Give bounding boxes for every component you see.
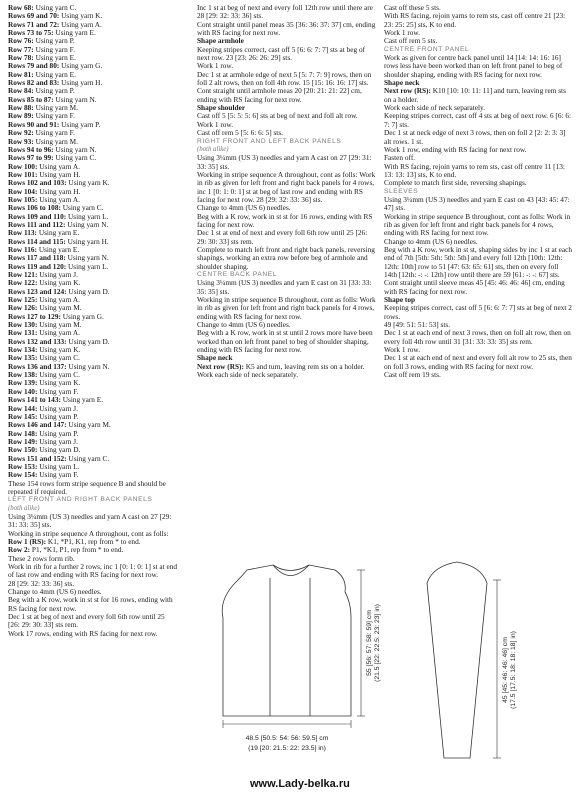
row-label: Rows 97 to 99:	[8, 153, 54, 163]
row-yarn: Using yarn P.	[61, 119, 101, 129]
row-yarn: Using yarn J.	[39, 270, 78, 279]
paragraph: Beg with a K row, work in st st, shaping sides by inc 1 st at each end of 7th [5th: 5th: 5th: 5th] and every foll 12th [10th: 12th: 12th: 10th] row to 51 [47: 63: 65: 61] sts, then on every foll 14th [12th: -: -: 12th] row until there are 59 [61: -: -: 67] sts.	[384, 244, 573, 279]
subheading-shape-top: Shape top	[384, 295, 416, 305]
row-label: Row 77:	[8, 44, 34, 54]
paragraph: Inc 1 st at beg of next and every foll 12th row until there are 28 [29: 32: 33: 36] sts.	[197, 3, 373, 21]
row-label: Rows 94 to 96:	[8, 144, 54, 154]
row-label: Row 154:	[8, 470, 38, 480]
row-yarn: Using yarn M.	[39, 320, 82, 330]
row-label: Row 131:	[8, 328, 38, 338]
row-label: Row 121:	[8, 270, 38, 279]
paragraph: Using 3¼mm (US 3) needles and yarn E cast on 31 [33: 33: 35: 35] sts.	[197, 278, 372, 296]
row-yarn: Using yarn F.	[39, 470, 79, 480]
row-yarn: Using yarn E.	[35, 53, 76, 63]
subheading-shape-neck: Shape neck	[384, 78, 420, 88]
sleeve-length-label: 45 [45: 46: 46: 46] cm	[502, 637, 509, 703]
row-yarn: Using yarn M.	[68, 420, 111, 430]
row-yarn: Using yarn C.	[35, 3, 77, 12]
paragraph: Change to 4mm (US 6) needles.	[197, 320, 291, 330]
row-label: Row 135:	[8, 353, 38, 363]
paragraph: Dec 1 st at each end of next 3 rows, then on foll alt row, then on every foll 4th row until 31 [31: 33: 33: 35] sts rem.	[384, 328, 571, 346]
row-label: Rows 69 and 70:	[8, 11, 60, 21]
paragraph: Cast off rem 5 [5: 6: 6: 5] sts.	[197, 128, 284, 138]
section-heading-right-front: RIGHT FRONT AND LEFT BACK PANELS	[197, 137, 342, 145]
paragraph: Work 1 row.	[384, 28, 421, 38]
row-text: K1, *P1, K1, rep from * to end.	[46, 537, 141, 546]
section-heading-centre-back: CENTRE BACK PANEL	[197, 271, 278, 278]
row-yarn: Using yarn K.	[39, 278, 81, 288]
paragraph: Work 1 row, ending with RS facing for next row.	[384, 144, 527, 154]
row-text: P1, *K1, P1, rep from * to end.	[30, 545, 124, 555]
row-yarn: Using yarn A.	[61, 19, 102, 29]
row-yarn: Using yarn A.	[39, 194, 80, 204]
row-label: Next row (RS):	[197, 361, 244, 371]
row-label: Row 149:	[8, 436, 38, 446]
row-yarn: Using yarn C.	[39, 353, 80, 363]
row-yarn: Using yarn F.	[35, 128, 75, 138]
row-label: Rows 85 to 87:	[8, 94, 54, 104]
row-label: Rows 114 and 115:	[8, 236, 66, 246]
paragraph: Using 3¼mm (US 3) needles and yarn A cast on 27 [29: 31: 33: 35] sts.	[8, 511, 172, 530]
paragraph: Cast off rem 19 sts.	[384, 370, 441, 380]
row-yarn: Using yarn C.	[68, 453, 110, 463]
row-yarn: Using yarn H.	[61, 78, 103, 88]
row-label: Row 1 (RS):	[8, 537, 47, 546]
paragraph: Using 3¼mm (US 3) needles and yarn E cast on 43 [43: 45: 47: 47] sts.	[384, 194, 570, 213]
body-outline	[222, 565, 351, 716]
row-yarn: Using yarn L.	[68, 261, 109, 271]
row-label: Rows 109 and 110:	[8, 211, 67, 221]
row-label: Row 2:	[8, 545, 31, 555]
row-yarn: Using yarn E.	[35, 69, 76, 79]
paragraph: Working in stripe sequence A throughout, cont as folls:	[8, 528, 169, 538]
paragraph: Working in stripe sequence B throughout, cont as folls: Work in rib as given for left front and right back panels for 4 rows, ending with RS facing for next row.	[197, 295, 376, 321]
next-row	[384, 87, 572, 104]
paragraph: Complete to match left front and right back panels, reversing shapings, working an extra row before beg of armhole and shoulder shaping.	[197, 244, 375, 271]
row-label: Row 138:	[8, 370, 38, 380]
row-label: Row 122:	[8, 278, 38, 288]
row-label: Row 113:	[8, 228, 37, 238]
row-yarn: Using yarn E.	[55, 28, 96, 38]
paragraph: Cast off these 5 sts.	[384, 3, 441, 12]
row-label: Rows 119 and 120:	[8, 261, 67, 271]
row-label: Row 89:	[8, 111, 34, 121]
row-yarn: Using yarn K.	[39, 378, 81, 388]
sleeve-length-label-in: (17.5 [17.5: 18: 18: 18] in)	[510, 631, 517, 709]
column-middle	[197, 4, 377, 379]
garment-schematic	[195, 548, 573, 773]
paragraph: Change to 4mm (US 6) needles.	[8, 587, 102, 597]
row-label: Row 145:	[8, 411, 38, 421]
body-height-label-in: (21.5 [22: 22.5: 23: 23] in)	[374, 604, 381, 682]
row-yarn: Using yarn P.	[35, 36, 75, 46]
row-yarn: Using yarn H.	[39, 186, 81, 196]
paragraph: Keeping stripes correct, cast off 5 [6: 6: 7: 7] sts at beg of next row. 23 [23: 26: 26: 29] sts.	[197, 44, 366, 63]
row-label: Rows 123 and 124:	[8, 286, 67, 296]
row-yarn: Using yarn D.	[39, 445, 81, 455]
row-yarn: Using yarn A.	[39, 161, 80, 171]
paragraph: Work 1 row.	[384, 345, 421, 355]
row-label: Row 125:	[8, 295, 38, 305]
row-label: Rows 117 and 118:	[8, 253, 66, 263]
row-label: Row 140:	[8, 386, 38, 396]
row-yarn: Using yarn M.	[35, 103, 78, 113]
paragraph: 49 [49: 51: 51: 53] sts.	[384, 320, 451, 330]
row-yarn: Using yarn N.	[55, 144, 97, 154]
row-yarn: Using yarn P.	[39, 428, 79, 438]
website-footer[interactable]: www.Lady-belka.ru	[250, 778, 350, 790]
paragraph: 28 [29: 32: 33: 36] sts.	[8, 578, 75, 588]
paragraph: These 2 rows form rib.	[8, 553, 75, 563]
paragraph: Cont straight until sleeve meas 45 [45: 46: 46: 46] cm, ending with RS facing for next row.	[384, 278, 565, 296]
row-label: Rows 127 to 129:	[8, 311, 61, 321]
row-yarn: Using yarn A.	[39, 295, 80, 305]
row-yarn: Using yarn J.	[39, 403, 78, 413]
paragraph: Working in stripe sequence B throughout, cont as folls: Work in rib as given for left front and right back panels for 4 rows, ending with RS facing for next row.	[384, 211, 571, 238]
subheading-shape-neck: Shape neck	[197, 353, 233, 363]
row-yarn: Using yarn K.	[61, 11, 103, 21]
paragraph: Fasten off.	[384, 153, 416, 163]
row-yarn: Using yarn K.	[68, 178, 110, 188]
body-width-label-in: (19 [20: 21.5: 22: 23.5] in)	[248, 745, 326, 752]
row-label: Row 148:	[8, 428, 38, 438]
row-yarn: Using yarn L.	[39, 461, 80, 471]
row-yarn: Using yarn P.	[35, 86, 75, 96]
paragraph: Beg with a K row, work in st st until 2 rows more have been worked than on left front panel to beg of shoulder shaping, ending with RS facing for next row.	[197, 328, 373, 355]
rows-note: These 154 rows form stripe sequence B and should be repeated if required.	[8, 478, 166, 496]
row-yarn: Using yarn G.	[61, 61, 103, 71]
row-label: Rows 141 to 143:	[8, 395, 61, 405]
row-label: Row 88:	[8, 103, 34, 113]
row-label: Rows 132 and 133:	[8, 336, 67, 346]
row-label: Row 116:	[8, 244, 37, 254]
row-yarn: Using yarn N.	[55, 94, 97, 104]
row-yarn: Using yarn H.	[67, 236, 109, 246]
paragraph: Work each side of neck separately.	[384, 103, 486, 113]
row-label: Row 144:	[8, 403, 38, 413]
paragraph: Work 1 row.	[197, 61, 234, 71]
paragraph: Dec 1 st at end of next and every foll 6th row until 25 [26: 29: 30: 33] sts rem.	[197, 228, 368, 246]
subheading-shape-shoulder: Shape shoulder	[197, 103, 246, 113]
row-yarn: Using yarn F.	[39, 386, 79, 396]
row-label: Row 134:	[8, 345, 38, 355]
row-yarn: Using yarn G.	[62, 311, 104, 321]
row-label: Row 100:	[8, 161, 38, 171]
row-label: Row 150:	[8, 445, 38, 455]
row-yarn: Using yarn E.	[62, 395, 104, 405]
row-yarn: Using yarn F.	[35, 111, 75, 121]
paragraph: Beg with a K row, work in st st for 16 rows, ending with RS facing for next row.	[8, 595, 173, 613]
row-label: Row 104:	[8, 186, 38, 196]
row-label: Next row (RS):	[384, 86, 431, 96]
paragraph: Work as given for centre back panel until 14 [14: 14: 16: 16] rows less have been worked than on left front panel to beg of shoulder shaping, ending with RS facing for next row.	[384, 53, 563, 79]
paragraph: With RS facing, rejoin yarns to rem sts, cast off centre 21 [23: 23: 25: 25] sts, K to end.	[384, 11, 566, 29]
row-label: Row 130:	[8, 320, 38, 330]
column-right	[384, 4, 572, 379]
row-label: Row 139:	[8, 378, 38, 388]
row-yarn: Using yarn J.	[39, 436, 78, 446]
paragraph: Dec 1 st at beg of next and every foll 6th row until 25 [26: 29: 30: 33] sts rem.	[8, 612, 165, 630]
row-label: Rows 73 to 75:	[8, 28, 54, 38]
row-yarn: Using yarn F.	[35, 44, 75, 54]
paragraph: Work 17 rows, ending with RS facing for next row.	[8, 628, 158, 638]
row-yarn: Using yarn C.	[39, 370, 80, 380]
row-label: Row 93:	[8, 136, 34, 146]
paragraph: Change to 4mm (US 6) needles.	[197, 203, 291, 213]
paragraph: Beg with a K row, work in st st for 16 rows, ending with RS facing for next row.	[197, 211, 373, 229]
paragraph: Working in stripe sequence A throughout, cont as folls: Work in rib as given for left front and right back panels for 4 rows, inc 1 [0: 1: 0: 1] st at beg of last row and ending with RS facing for next row. 28 [29: 32: 33: 36] sts.	[197, 169, 376, 204]
row-label: Row 81:	[8, 69, 34, 79]
stripe-sequence-list	[8, 4, 178, 480]
paragraph: Dec 1 st at armhole edge of next 5 [5: 7: 7: 9] rows, then on foll 2 alt rows, then on foll 4th row. 15 [15: 16: 16: 17] sts.	[197, 69, 372, 88]
row-label: Row 76:	[8, 36, 34, 46]
section-heading-centre-front: CENTRE FRONT PANEL	[384, 45, 470, 53]
row-label: Rows 106 to 108:	[8, 203, 61, 213]
section-sub-right-front: (both alike)	[197, 145, 229, 153]
row-label: Rows 71 and 72:	[8, 19, 60, 29]
row-label: Row 105:	[8, 194, 38, 204]
row-yarn: Using yarn K.	[39, 345, 81, 355]
row-label: Rows 136 and 137:	[8, 361, 67, 371]
row-label: Rows 82 and 83:	[8, 78, 60, 88]
paragraph: Dec 1 st at neck edge of next 3 rows, then on foll 2 [2: 2: 3: 3] alt rows. 1 st.	[384, 128, 566, 146]
body-height-label: 55 [56: 57: 58: 59] cm	[366, 610, 373, 676]
body-width-label: 48.5 [50.5: 54: 56: 59.5] cm	[245, 735, 329, 742]
row-label: Rows 151 and 152:	[8, 453, 67, 463]
paragraph: Work in rib for a further 2 rows, inc 1 [0: 1: 0: 1] st at end of last row and ending with RS facing for next row.	[8, 562, 178, 580]
row-text: K10 [10: 10: 11: 11] and turn, leaving rem sts on a holder.	[384, 86, 566, 104]
paragraph: With RS facing, rejoin yarns to rem sts, cast off centre 11 [13: 13: 13: 13] sts, K to end.	[384, 161, 565, 179]
row-yarn: Using yarn H.	[39, 169, 81, 179]
paragraph: Work 1 row.	[197, 119, 234, 129]
row-label: Row 68:	[8, 3, 34, 12]
paragraph: Change to 4mm (US 6) needles.	[384, 236, 478, 246]
row-label: Rows 79 and 80:	[8, 61, 60, 71]
paragraph: Keeping stripes correct, cast off 5 [6: 6: 7: 7] sts at beg of next 2 rows.	[384, 303, 572, 321]
row-yarn: Using yarn C.	[55, 153, 97, 163]
paragraph: Using 3¼mm (US 3) needles and yarn A cast on 27 [29: 31: 33: 35] sts.	[197, 153, 372, 171]
section-sub-left-front: (both alike)	[8, 504, 40, 512]
row-yarn: Using yarn L.	[68, 211, 109, 221]
row-label: Row 153:	[8, 461, 38, 471]
row-yarn: Using yarn A.	[39, 328, 80, 338]
row-text: K5 and turn, leaving rem sts on a holder.	[243, 361, 365, 371]
row-label: Rows 146 and 147:	[8, 420, 67, 430]
paragraph: Cont straight until armhole meas 20 [20: 21: 21: 22] cm, ending with RS facing for next row.	[197, 86, 362, 104]
row-label: Rows 90 and 91:	[8, 119, 60, 129]
row-yarn: Using yarn N.	[67, 253, 109, 263]
row-label: Row 92:	[8, 128, 34, 138]
paragraph: Cont straight until panel meas 35 [36: 36: 37: 37] cm, ending with RS facing for next row.	[197, 19, 376, 38]
row-label: Row 101:	[8, 169, 38, 179]
row-yarn: Using yarn D.	[68, 336, 110, 346]
column-left	[8, 4, 178, 638]
row-yarn: Using yarn P.	[39, 411, 79, 421]
section-heading-sleeves: SLEEVES	[384, 187, 419, 195]
row-yarn: Using yarn M.	[35, 136, 78, 146]
paragraph: Cast off rem 5 sts.	[384, 36, 438, 46]
row-label: Row 126:	[8, 303, 38, 313]
paragraph: Cast off 5 [5: 5: 5: 6] sts at beg of next and foll alt row.	[197, 111, 358, 121]
sleeve-outline	[427, 562, 487, 758]
row-label: Rows 102 and 103:	[8, 178, 67, 188]
paragraph: Keeping stripes correct, cast off 4 sts at beg of next row. 6 [6: 6: 7: 7] sts.	[384, 111, 572, 129]
paragraph: Complete to match first side, reversing shapings.	[384, 178, 527, 188]
row-label: Row 84:	[8, 86, 34, 96]
row-yarn: Using yarn N.	[68, 361, 110, 371]
row-yarn: Using yarn D.	[68, 286, 110, 296]
row-yarn: Using yarn M.	[39, 303, 82, 313]
row-yarn: Using yarn E.	[38, 228, 80, 238]
paragraph: Dec 1 st at each end of next and every foll alt row to 25 sts, then on foll 3 rows, ending with RS facing for next row.	[384, 353, 572, 371]
row-label: Row 78:	[8, 53, 34, 63]
row-label: Rows 111 and 112:	[8, 219, 66, 229]
row-yarn: Using yarn E.	[38, 244, 80, 254]
subheading-shape-armhole: Shape armhole	[197, 36, 244, 46]
paragraph: Work each side of neck separately.	[197, 370, 299, 380]
row-yarn: Using yarn N.	[67, 219, 109, 229]
section-heading-left-front: LEFT FRONT AND RIGHT BACK PANELS	[8, 496, 153, 504]
row-yarn: Using yarn C.	[62, 203, 104, 213]
